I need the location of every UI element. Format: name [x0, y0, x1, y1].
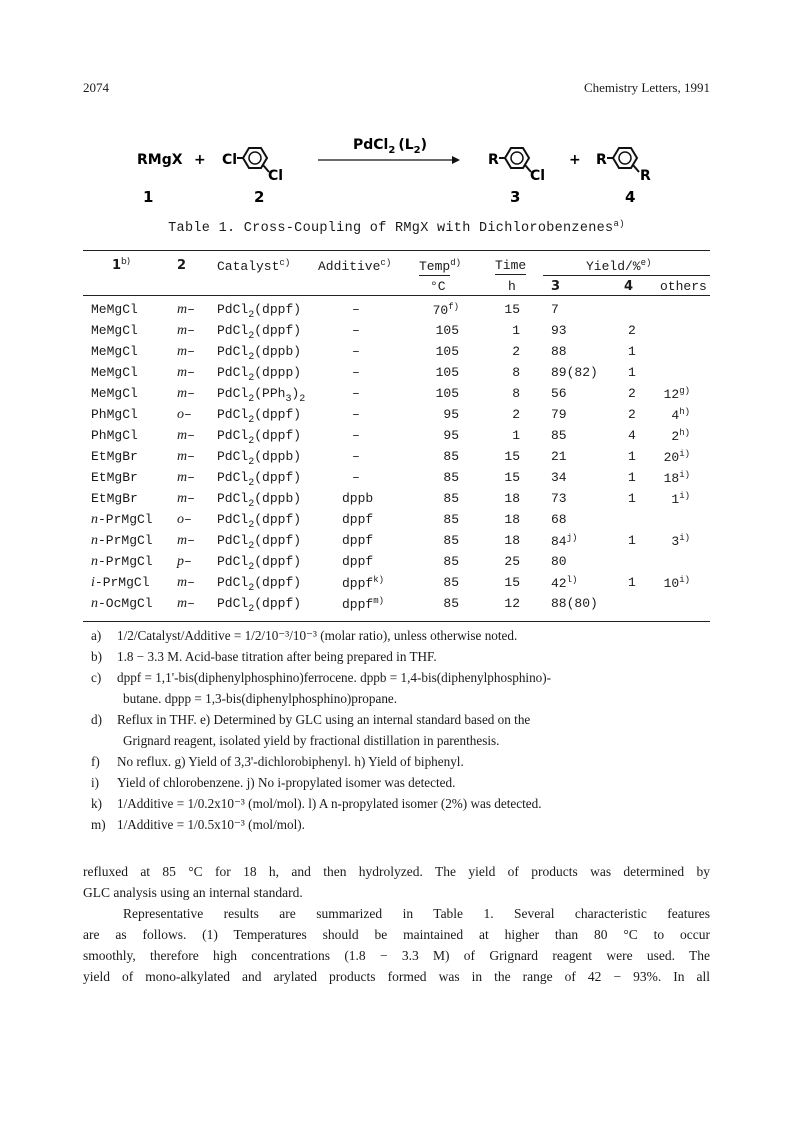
- footnote-line: [91, 670, 551, 686]
- cell-temp: 85: [443, 470, 459, 485]
- cell-temp: 85: [443, 512, 459, 527]
- cell-time: 2: [512, 344, 520, 359]
- cell-yield-4: 1: [628, 491, 636, 506]
- cell-yield-4: 1: [628, 470, 636, 485]
- cell-rmgx: MeMgCl: [91, 344, 138, 359]
- cell-temp: 105: [435, 344, 459, 359]
- cell-temp: 85: [443, 491, 459, 506]
- header-yield: Yield/%$^{e)}$: [586, 258, 652, 274]
- header-time-unit: h: [508, 279, 516, 294]
- journal-header: Chemistry Letters, 1991: [583, 80, 710, 95]
- cell-yield-3: 93: [551, 323, 567, 338]
- cell-rmgx: EtMgBr: [91, 449, 138, 464]
- cell-catalyst: PdCl$_2$(dppf): [217, 428, 302, 447]
- header-temp-unit: °C: [430, 279, 446, 294]
- cell-yield-3: 88(80): [551, 596, 598, 611]
- cell-temp: 95: [443, 428, 459, 443]
- cell-temp: 85: [443, 554, 459, 569]
- cell-rmgx: PhMgCl: [91, 428, 138, 443]
- cell-yield-others: 4$^{h)}$: [671, 407, 690, 423]
- cell-catalyst: PdCl$_2$(dppb): [217, 491, 302, 510]
- body-line: smoothly, therefore high concentrations (1.8 − 3.3 M) of Grignard reagent were used. The: [83, 948, 710, 963]
- cell-catalyst: PdCl$_2$(dppp): [217, 365, 302, 384]
- footnote-text: Reflux in THF. e) Determined by GLC using an internal standard based on the: [117, 712, 531, 727]
- footnote-line: [91, 649, 437, 665]
- cell-temp: 105: [435, 365, 459, 380]
- cell-yield-4: 1: [628, 365, 636, 380]
- cell-isomer: m–: [177, 365, 195, 380]
- cell-temp: 85: [443, 596, 459, 611]
- svg-text:Cl: Cl: [530, 168, 546, 184]
- product-4-structure: [596, 148, 651, 184]
- table-caption: Table 1. Cross-Coupling of RMgX with Dichlorobenzenes$^{a)}$: [168, 219, 625, 236]
- cell-time: 15: [504, 302, 520, 317]
- cell-rmgx: n-PrMgCl: [91, 554, 153, 569]
- table-bottom-rule: [83, 621, 710, 622]
- footnote-text: 1.8 − 3.3 M. Acid-base titration after being prepared in THF.: [117, 649, 437, 664]
- cell-temp: 95: [443, 407, 459, 422]
- svg-text:R: R: [596, 152, 607, 168]
- cell-time: 8: [512, 365, 520, 380]
- cell-isomer: m–: [177, 449, 195, 464]
- cell-yield-3: 80: [551, 554, 567, 569]
- body-line: are as follows. (1) Temperatures should be maintained at higher than 80 °C to occur: [83, 927, 710, 942]
- cell-temp: 105: [435, 386, 459, 401]
- cell-isomer: m–: [177, 470, 195, 485]
- cell-temp: 85: [443, 533, 459, 548]
- cell-catalyst: PdCl$_2$(dppf): [217, 533, 302, 552]
- cell-additive: –: [352, 323, 360, 338]
- cell-rmgx: PhMgCl: [91, 407, 138, 422]
- footnote-label: a): [91, 628, 102, 643]
- plus-sign-2: +: [569, 152, 581, 168]
- cell-yield-3: 88: [551, 344, 567, 359]
- body-line: yield of mono-alkylated and arylated products formed was in the range of 42 − 93%. In all: [83, 969, 710, 984]
- scheme-drawing: [0, 120, 793, 225]
- footnote-label: i): [91, 775, 100, 790]
- cell-isomer: o–: [177, 407, 192, 422]
- footnote-line: [91, 796, 542, 812]
- cell-isomer: m–: [177, 344, 195, 359]
- cell-time: 2: [512, 407, 520, 422]
- cell-catalyst: PdCl$_2$(dppf): [217, 407, 302, 426]
- cell-additive: dppb: [342, 491, 374, 506]
- cell-isomer: m–: [177, 386, 195, 401]
- footnote-line: [123, 691, 397, 707]
- compound-number-1: 1: [143, 188, 154, 206]
- cell-rmgx: MeMgCl: [91, 365, 138, 380]
- table-header-rule: [83, 295, 710, 296]
- reactant-rmgx: RMgX: [137, 152, 183, 168]
- cell-catalyst: $PdCl_2(PPh_3)_2$: [217, 386, 306, 405]
- cell-temp: 105: [435, 323, 459, 338]
- footnote-text: butane. dppp = 1,3-bis(diphenylphosphino)propane.: [123, 691, 398, 706]
- svg-text:Cl: Cl: [222, 152, 238, 168]
- cell-time: 15: [504, 470, 520, 485]
- cell-catalyst: PdCl$_2$(dppf): [217, 596, 302, 615]
- table-top-rule: [83, 250, 710, 251]
- cell-time: 1: [512, 323, 520, 338]
- cell-catalyst: PdCl$_2$(dppf): [217, 554, 302, 573]
- cell-additive: –: [352, 302, 360, 317]
- cell-yield-4: 1: [628, 575, 636, 590]
- header-time: Time: [495, 258, 527, 273]
- cell-isomer: m–: [177, 323, 195, 338]
- cell-time: 12: [504, 596, 520, 611]
- cell-rmgx: MeMgCl: [91, 302, 138, 317]
- cell-additive: –: [352, 386, 360, 401]
- cell-catalyst: PdCl$_2$(dppf): [217, 323, 302, 342]
- cell-yield-4: 1: [628, 344, 636, 359]
- cell-yield-3: 68: [551, 512, 567, 527]
- footnote-label: d): [91, 712, 102, 727]
- cell-yield-others: 20$^{i)}$: [663, 449, 690, 465]
- cell-additive: –: [352, 470, 360, 485]
- cell-additive: –: [352, 407, 360, 422]
- cell-isomer: m–: [177, 491, 195, 506]
- cell-catalyst: PdCl$_2$(dppf): [217, 302, 302, 321]
- svg-text:Cl: Cl: [268, 168, 284, 184]
- body-paragraph-2: [83, 903, 710, 987]
- footnote-text: dppf = 1,1'-bis(diphenylphosphino)ferrocene. dppb = 1,4-bis(diphenylphosphino)-: [117, 670, 552, 685]
- header-compound-2: 2: [177, 258, 187, 273]
- cell-rmgx: n-PrMgCl: [91, 512, 153, 527]
- cell-yield-others: 18$^{i)}$: [663, 470, 690, 486]
- cell-yield-others: 2$^{h)}$: [671, 428, 690, 444]
- cell-additive: –: [352, 365, 360, 380]
- product-3-structure: [488, 148, 545, 184]
- cell-isomer: p–: [177, 554, 192, 569]
- cell-isomer: m–: [177, 302, 195, 317]
- cell-yield-4: 4: [628, 428, 636, 443]
- cell-time: 15: [504, 449, 520, 464]
- body-line: refluxed at 85 °C for 18 h, and then hydrolyzed. The yield of products was determined by: [83, 864, 710, 879]
- header-catalyst: Catalyst$^{c)}$: [217, 258, 291, 274]
- body-paragraph-1: [83, 861, 710, 903]
- header-compound-1: 1$^{b)}$: [112, 257, 131, 273]
- cell-yield-4: 1: [628, 533, 636, 548]
- cell-additive: –: [352, 449, 360, 464]
- cell-isomer: m–: [177, 428, 195, 443]
- cell-catalyst: PdCl$_2$(dppb): [217, 449, 302, 468]
- body-line: Representative results are summarized in Table 1. Several characteristic features: [123, 906, 710, 921]
- svg-text:R: R: [640, 168, 651, 184]
- cell-catalyst: PdCl$_2$(dppf): [217, 512, 302, 531]
- plus-sign: +: [194, 152, 206, 168]
- cell-yield-4: 1: [628, 449, 636, 464]
- cell-yield-3: 21: [551, 449, 567, 464]
- cell-catalyst: PdCl$_2$(dppf): [217, 470, 302, 489]
- header-additive: Additive$^{c)}$: [318, 258, 392, 274]
- cell-time: 1: [512, 428, 520, 443]
- cell-catalyst: PdCl$_2$(dppb): [217, 344, 302, 363]
- footnote-line: [91, 754, 464, 770]
- cell-rmgx: MeMgCl: [91, 386, 138, 401]
- cell-yield-3: 42$^{l)}$: [551, 575, 578, 591]
- footnote-text: Grignard reagent, isolated yield by fractional distillation in parenthesis.: [123, 733, 500, 748]
- compound-number-3: 3: [510, 188, 521, 206]
- footnote-text: 1/Additive = 1/0.5x10⁻³ (mol/mol).: [117, 817, 305, 832]
- cell-yield-3: 85: [551, 428, 567, 443]
- cell-yield-others: 10$^{i)}$: [663, 575, 690, 591]
- cell-yield-3: 89(82): [551, 365, 598, 380]
- cell-time: 18: [504, 491, 520, 506]
- cell-yield-others: 12$^{g)}$: [663, 386, 690, 402]
- cell-time: 8: [512, 386, 520, 401]
- cell-temp: 70$^{f)}$: [432, 302, 459, 318]
- svg-text:R: R: [488, 152, 499, 168]
- cell-rmgx: EtMgBr: [91, 491, 138, 506]
- cell-additive: –: [352, 428, 360, 443]
- footnote-label: f): [91, 754, 100, 769]
- cell-time: 25: [504, 554, 520, 569]
- footnote-line: [91, 817, 305, 833]
- cell-additive: dppf$^{m)}$: [342, 596, 385, 612]
- cell-yield-4: 2: [628, 407, 636, 422]
- cell-rmgx: n-OcMgCl: [91, 596, 153, 611]
- cell-rmgx: EtMgBr: [91, 470, 138, 485]
- footnote-line: [91, 712, 530, 728]
- page-number: 2074: [83, 80, 109, 95]
- cell-yield-4: 2: [628, 386, 636, 401]
- footnote-text: 1/2/Catalyst/Additive = 1/2/10⁻³/10⁻³ (molar ratio), unless otherwise noted.: [117, 628, 518, 643]
- footnote-label: k): [91, 796, 102, 811]
- cell-time: 18: [504, 533, 520, 548]
- cell-temp: 85: [443, 575, 459, 590]
- cell-isomer: m–: [177, 575, 195, 590]
- footnote-text: No reflux. g) Yield of 3,3'-dichlorobiphenyl. h) Yield of biphenyl.: [117, 754, 464, 769]
- compound-number-4: 4: [625, 188, 636, 206]
- cell-yield-3: 56: [551, 386, 567, 401]
- cell-temp: 85: [443, 449, 459, 464]
- footnote-label: b): [91, 649, 102, 664]
- cell-yield-3: 84$^{j)}$: [551, 533, 578, 549]
- cell-rmgx: i-PrMgCl: [91, 575, 150, 590]
- dichlorobenzene-structure: [222, 148, 283, 184]
- yield-subheader-rule: [543, 275, 710, 276]
- cell-additive: dppf$^{k)}$: [342, 575, 385, 591]
- cell-additive: dppf: [342, 533, 374, 548]
- cell-isomer: o–: [177, 512, 192, 527]
- header-yield-4: 4: [624, 279, 634, 294]
- cell-rmgx: MeMgCl: [91, 323, 138, 338]
- cell-time: 18: [504, 512, 520, 527]
- cell-isomer: m–: [177, 596, 195, 611]
- cell-time: 15: [504, 575, 520, 590]
- header-temp: Temp$^{d)}$: [419, 258, 462, 274]
- cell-yield-4: 2: [628, 323, 636, 338]
- cell-additive: –: [352, 344, 360, 359]
- cell-yield-3: 73: [551, 491, 567, 506]
- cell-catalyst: PdCl$_2$(dppf): [217, 575, 302, 594]
- footnote-label: c): [91, 670, 102, 685]
- footnote-text: 1/Additive = 1/0.2x10⁻³ (mol/mol). l) A n-propylated isomer (2%) was detected.: [117, 796, 542, 811]
- cell-additive: dppf: [342, 554, 374, 569]
- cell-yield-3: 34: [551, 470, 567, 485]
- reagent-label: PdCl$_2$ $(L_2)$: [353, 137, 428, 156]
- cell-additive: dppf: [342, 512, 374, 527]
- compound-number-2: 2: [254, 188, 265, 206]
- reaction-arrow: [318, 137, 460, 164]
- body-line: GLC analysis using an internal standard.: [83, 885, 303, 900]
- reaction-scheme: [0, 120, 793, 225]
- footnote-label: m): [91, 817, 106, 832]
- cell-isomer: m–: [177, 533, 195, 548]
- cell-yield-others: 3$^{i)}$: [671, 533, 690, 549]
- footnote-text: Yield of chlorobenzene. j) No i-propylated isomer was detected.: [117, 775, 456, 790]
- cell-rmgx: n-PrMgCl: [91, 533, 153, 548]
- cell-yield-3: 79: [551, 407, 567, 422]
- cell-yield-3: 7: [551, 302, 559, 317]
- footnote-line: [91, 775, 455, 791]
- footnote-line: [123, 733, 499, 749]
- cell-yield-others: 1$^{i)}$: [671, 491, 690, 507]
- footnote-line: [91, 628, 517, 644]
- header-yield-others: others: [660, 279, 707, 294]
- header-yield-3: 3: [551, 279, 561, 294]
